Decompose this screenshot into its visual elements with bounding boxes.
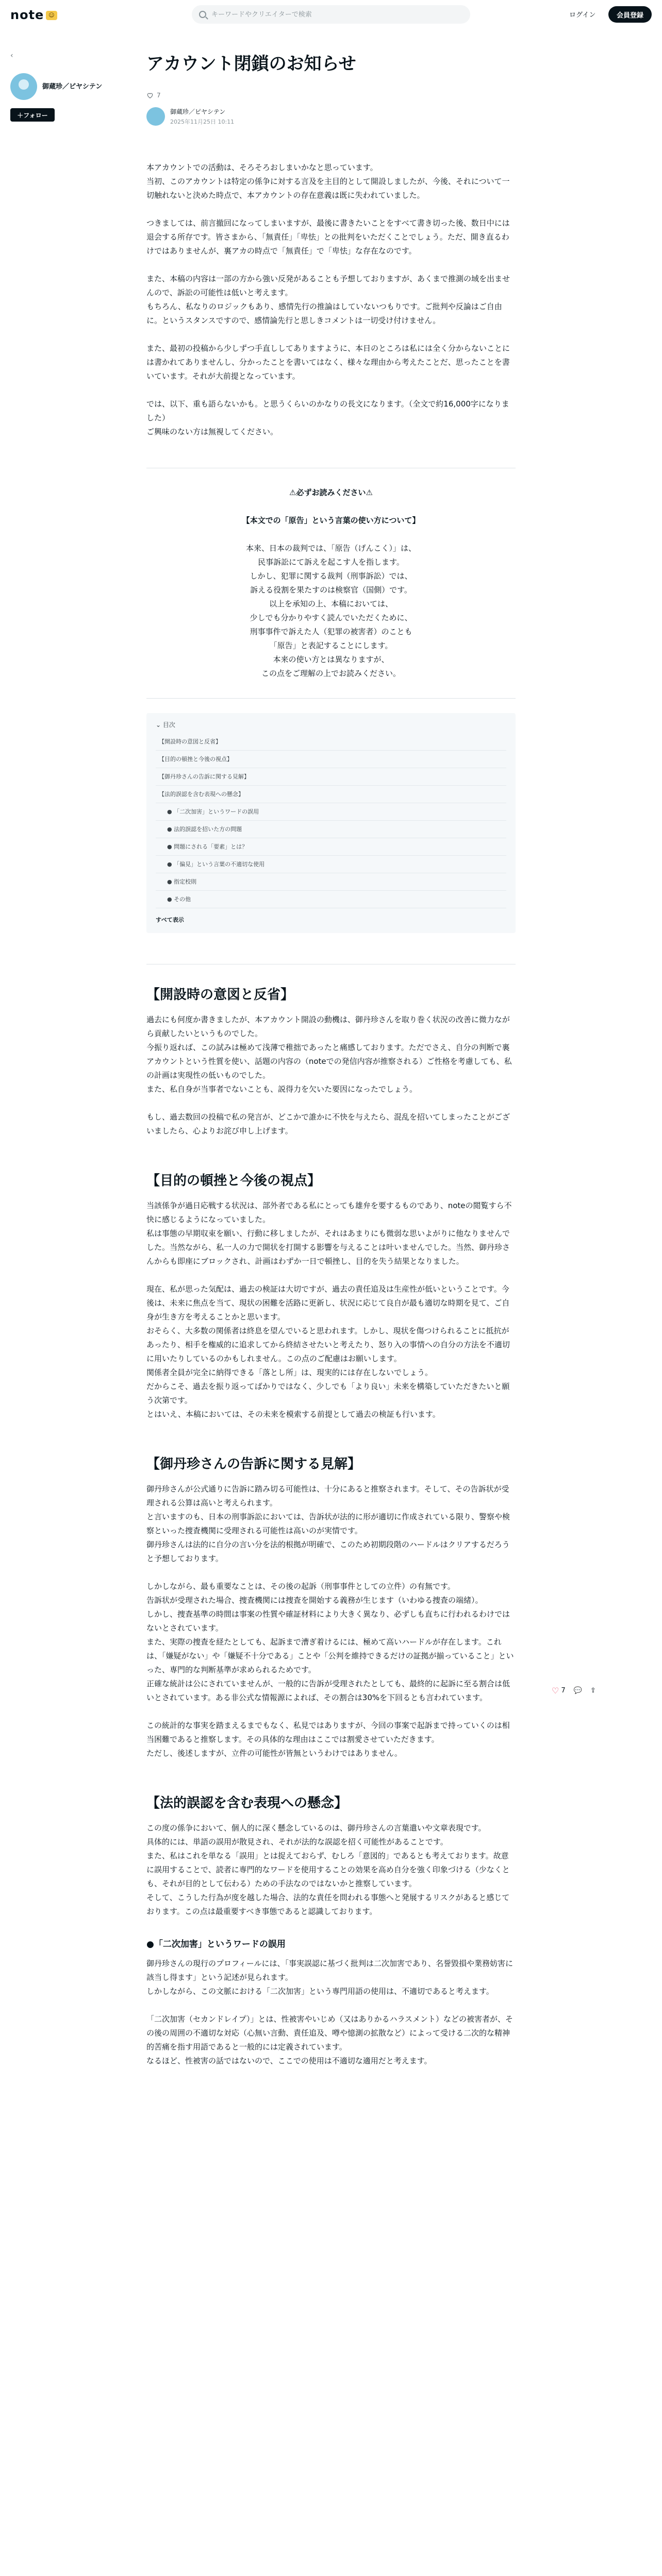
toc-head-label: 目次 bbox=[162, 721, 175, 728]
toc-head[interactable]: ⌄ 目次 bbox=[156, 721, 175, 728]
heart-icon: ♡ bbox=[552, 1686, 559, 1696]
paragraph: また、私自身が当事者でないことも、説得力を欠いた要因になったでしょう。 bbox=[146, 1084, 418, 1094]
paragraph: 当初、このアカウントは特定の係争に対する言及を主目的として開設しましたが、今後、それについて一切触れないと決めた時点で、本アカウントの存在意義は既に失われていました。 bbox=[146, 177, 510, 200]
logo-text: note bbox=[10, 8, 44, 22]
paragraph: この度の係争において、個人的に深く懸念しているのは、御丹珍さんの言葉遣いや文章表現です。 bbox=[146, 1823, 486, 1833]
section-heading: 【目的の頓挫と今後の視点】 bbox=[146, 1173, 321, 1189]
notice-body bbox=[146, 541, 516, 681]
avatar[interactable] bbox=[146, 107, 165, 126]
paragraph: おそらく、大多数の関係者は終息を望んでいると思われます。しかし、現状を傷つけられることに抵抗があったり、相手を権威的に追求してから終結させたいと考えたり、怒り入の事情への自分の方法を不適切に用いたりしているのかもしれません。この点のご配慮はお願いします。 bbox=[146, 1326, 510, 1363]
paragraph: 関係者全員が完全に納得できる「落とし所」は、現実的には存在しないでしょう。 bbox=[146, 1368, 433, 1377]
toc-item-label: 「二次加害」というワードの誤用 bbox=[174, 808, 259, 815]
toc-list bbox=[156, 733, 506, 908]
author-row bbox=[146, 107, 516, 126]
toc-item-label: 【目的の頓挫と今後の視点】 bbox=[159, 756, 233, 762]
paragraph: 「原告」と表記することにします。 bbox=[269, 641, 393, 650]
follow-button[interactable]: ＋ フォロー bbox=[10, 108, 55, 122]
article bbox=[146, 52, 516, 2068]
toc-item[interactable]: ● 問題にされる「要素」とは？ bbox=[156, 838, 506, 856]
paragraph: 私は事態の早期収束を願い、行動に移しましたが、それはあまりにも微弱な思いよがりに他なりませんでした。当然ながら、私一人の力で開状を打開する影響を与えることは叶いませんでした。当然、御丹珍さんからも即座にブロックされ、計画はわずか一日で頓挫し、目的を失う結果となりました。 bbox=[146, 1229, 510, 1266]
paragraph: しかしながら、この文脈における「二次加害」という専門用語の使用は、不適切であると考えます。 bbox=[146, 1987, 494, 1996]
paragraph: 「二次加害（セカンドレイプ）」とは、性被害やいじめ（又はありかるハラスメント）などの被害者が、その後の周囲の不適切な対応（心無い言動、責任追及、噂や憶測の拡散など）によって受ける二次的な精神的苦痛を指す用語であると一般的には定義されています。 bbox=[146, 2014, 514, 2052]
paragraph: この点をご理解の上でお読みください。 bbox=[261, 669, 401, 678]
search-icon bbox=[199, 11, 206, 18]
paragraph: だからこそ、過去を振り返ってばかりではなく、少しでも「より良い」未来を構築していただきたいと願う次第です。 bbox=[146, 1382, 510, 1405]
author-name[interactable]: 御蔵珍／ピヤシテン bbox=[170, 108, 226, 115]
paragraph: 本来の使い方とは異なりますが、 bbox=[273, 655, 389, 664]
paragraph: ご興味のない方は無視してください。 bbox=[146, 427, 278, 436]
section-heading: 【御丹珍さんの告訴に関する見解】 bbox=[146, 1456, 361, 1472]
toc-item[interactable]: ● 「偏見」という言葉の不適切な使用 bbox=[156, 856, 506, 873]
paragraph: また、私はこれを単なる「誤用」とは捉えておらず、むしろ「意図的」であるとも考えております。故意に誤用することで、読者に専門的なワードを使用することの効果を高め自分を強く印象づける（少なくとも、それが目的として伝わる）ための手法なのではないかと推察しています。 bbox=[146, 1851, 510, 1888]
paragraph: この統計的な事実を踏まえるまでもなく、私見ではありますが、今回の事案で起訴まで持っていくのは相当困難であると推察します。その具体的な理由はここでは割愛させていただきます。 bbox=[146, 1721, 510, 1744]
float-actions bbox=[552, 1686, 604, 1696]
paragraph: と言いますのも、日本の刑事訴訟においては、告訴状が法的に形が適切に作成されている限り、警察や検察といった捜査機関に受理される可能性は高いのが実情です。 bbox=[146, 1512, 510, 1535]
search-input[interactable] bbox=[211, 11, 459, 19]
toc-item[interactable] bbox=[156, 768, 506, 786]
toc-item-label: 【法的誤認を含む表現への懸念】 bbox=[159, 791, 244, 798]
paragraph: 当該係争が過日応戦する状況は、部外者である私にとっても雄弁を要するものであり、noteの閲覧すら不快に感じるようになっていました。 bbox=[146, 1201, 512, 1224]
back-chevron-icon[interactable]: ‹ bbox=[10, 52, 13, 60]
paragraph: そして、こうした行為が度を越した場合、法的な責任を問われる事態へと発展するリスクがあると感じております。この点は最重要すべき事態であると認識しております。 bbox=[146, 1893, 510, 1916]
search-box[interactable] bbox=[192, 5, 470, 24]
toc-item[interactable] bbox=[156, 733, 506, 751]
logo-badge-icon: ☺ bbox=[46, 11, 57, 20]
section-body bbox=[146, 1482, 516, 1760]
section-body bbox=[146, 1199, 516, 1421]
toc-item[interactable]: ● 法的誤認を招いた方の問題 bbox=[156, 821, 506, 838]
paragraph-gap bbox=[146, 1566, 516, 1580]
paragraph: 以上を承知の上、本稿においては、 bbox=[269, 599, 393, 608]
paragraph: しかしながら、最も重要なことは、その後の起訴（刑事事件としての立件）の有無です。 bbox=[146, 1582, 455, 1591]
section-heading: 【開設時の意図と反省】 bbox=[146, 987, 294, 1003]
paragraph-gap bbox=[146, 1268, 516, 1282]
paragraph: 現在、私が思った気配は、過去の検証は大切ですが、過去の責任追及は生産性が低いということです。今後は、未来に焦点を当て、現状の困難を活路に更新し、状況に応じて良自が最も適切な時期を見て、ご自身が生き方を考えることかと思います。 bbox=[146, 1284, 510, 1321]
header bbox=[0, 0, 662, 29]
paragraph: 具体的には、単語の誤用が散見され、それが法的な誤認を招く可能性があることです。 bbox=[146, 1837, 448, 1846]
comment-icon[interactable]: 💬 bbox=[573, 1687, 582, 1694]
post-date: 2025年11月25日 10:11 bbox=[170, 118, 235, 125]
like-row[interactable] bbox=[146, 92, 516, 99]
paragraph-gap bbox=[146, 1705, 516, 1719]
paragraph: 本アカウントでの活動は、そろそろおしまいかなと思っています。 bbox=[146, 163, 378, 172]
toc-item-label: 「偏見」という言葉の不適切な使用 bbox=[174, 861, 265, 868]
paragraph: 少しでも分かりやすく読んでいただくために、 bbox=[250, 613, 412, 622]
toc-item[interactable] bbox=[156, 751, 506, 768]
signup-button[interactable]: 会員登録 bbox=[608, 6, 652, 23]
paragraph: なるほど、性被害の話ではないので、ここでの使用は不適切な適用だと考えます。 bbox=[146, 2056, 432, 2065]
notice-title: ⚠必ずお読みください⚠ bbox=[289, 488, 373, 497]
table-of-contents bbox=[146, 713, 516, 933]
toc-item[interactable]: ● 「二次加害」というワードの誤用 bbox=[156, 803, 506, 821]
section-heading: 【法的誤認を含む表現への懸念】 bbox=[146, 1795, 348, 1811]
paragraph: 刑事事件で訴えた人（犯罪の被害者）のことも bbox=[250, 627, 412, 636]
toc-item-label: 【開設時の意図と反省】 bbox=[159, 738, 221, 745]
paragraph: また、実際の捜査を経たとしても、起訴まで漕ぎ着けるには、極めて高いハードルが存在します。これは、「嫌疑がない」や「嫌疑不十分である」ことや「公判を維持できるだけの証拠が揃っていること」といった、専門的な判断基準が求められるためです。 bbox=[146, 1637, 514, 1674]
paragraph: 訴える役割を果たすのは検察官（国側）です。 bbox=[250, 585, 412, 595]
paragraph: 正確な統計は公にされていませんが、一般的に告訴が受理されたとしても、最終的に起訴に至る割合は低いとされています。ある非公式な情報源によれば、その割合は30%を下回るとも言われています。 bbox=[146, 1679, 510, 1702]
paragraph-gap bbox=[146, 202, 516, 216]
paragraph: もちろん、私なりのロジックもあり、感情先行の推論はしていないつもりです。ご批判や反論はご自由に。というスタンスですので、感情論先行と思しきコメントは一切受け付けません。 bbox=[146, 302, 502, 325]
toc-item[interactable]: ● 指定校則 bbox=[156, 873, 506, 891]
paragraph: しかし、捜査基準の時間は事案の性質や確証材料により大きく異なり、必ずしも直ちに行われるわけではないとされています。 bbox=[146, 1609, 510, 1633]
toc-item[interactable]: ● その他 bbox=[156, 891, 506, 908]
paragraph: しかし、犯罪に関する裁判（刑事訴訟）では、 bbox=[250, 571, 412, 581]
paragraph: とはいえ、本稿においては、その未来を模索する前提として過去の検証も行います。 bbox=[146, 1410, 440, 1419]
paragraph: 御丹珍さんが公式通りに告訴に踏み切る可能性は、十分にあると推察されます。そして、その告訴状が受理される公算は高いと考えられます。 bbox=[146, 1484, 509, 1507]
intro-body bbox=[146, 161, 516, 439]
paragraph: また、最初の投稿から少しずつ手直ししてありますように、本日のところは私には全く分からないことには書かれてありませんし、分かったことを書いてはなく、様々な理由から考えたことだ、思ったことを書いています。それが大前提となっています。 bbox=[146, 344, 510, 381]
share-icon[interactable]: ⇪ bbox=[590, 1687, 596, 1694]
paragraph: また、本稿の内容は一部の方から強い反発があることも予想しておりますが、あくまで推測の域を出ませんので、訴訟の可能性は低いと考えます。 bbox=[146, 274, 510, 297]
paragraph-gap bbox=[146, 328, 516, 342]
page-title: アカウント閉鎖のお知らせ bbox=[146, 54, 356, 74]
paragraph: では、以下、重も語らないかも。と思うくらいのかなりの長文になります。（全文で約16,000字になりました） bbox=[146, 399, 509, 422]
toc-item-label: 指定校則 bbox=[174, 878, 197, 885]
paragraph: 過去にも何度か書きましたが、本アカウント開設の動機は、御丹珍さんを取り巻く状況の改善に微力ながら貢献したいというものでした。 bbox=[146, 1015, 510, 1038]
login-link[interactable]: ログイン bbox=[569, 11, 596, 19]
float-like-count: 7 bbox=[561, 1687, 566, 1694]
paragraph-gap bbox=[146, 383, 516, 397]
toc-item-label: 問題にされる「要素」とは？ bbox=[174, 843, 248, 850]
subsection-heading: ●「二次加害」というワードの誤用 bbox=[146, 1939, 286, 1950]
toc-item-label: 【御丹珍さんの告訴に関する見解】 bbox=[159, 773, 250, 780]
note-logo[interactable] bbox=[10, 8, 57, 22]
like-count: 7 bbox=[157, 92, 161, 99]
paragraph: 御丹珍さんの現行のプロフィールには、「事実誤認に基づく批判は二次加害であり、名誉毀損や業務妨害に該当し得ます」という記述が見られます。 bbox=[146, 1959, 514, 1982]
notice-subtitle: 【本文での「原告」という言葉の使い方について】 bbox=[242, 516, 420, 525]
toc-item-label: その他 bbox=[174, 896, 191, 903]
paragraph-gap bbox=[146, 1096, 516, 1110]
sidebar bbox=[10, 52, 119, 122]
float-like-button[interactable] bbox=[552, 1686, 566, 1696]
heart-icon[interactable] bbox=[146, 92, 154, 99]
toc-show-all-button[interactable]: すべて表示 bbox=[156, 917, 184, 923]
paragraph: 御丹珍さんは法的に自分の言い分を法的根拠が明確で、このため初期段階のハードルはクリアするだろうと予想しております。 bbox=[146, 1540, 510, 1563]
section-body bbox=[146, 1957, 516, 2068]
follow-label: フォロー bbox=[23, 111, 48, 119]
toc-item[interactable] bbox=[156, 786, 506, 803]
paragraph: 今振り返れば、この試みは極めて浅薄で稚拙であったと痛感しております。ただでさえ、自分の判断で裏アカウントという性質を使い、話題の内容の（noteでの発信内容が推察される）ご性格を考慮しても、私の計画は実現性の低いものでした。 bbox=[146, 1043, 512, 1080]
paragraph: 本来、日本の裁判では、「原告（げんこく）」は、 bbox=[245, 544, 416, 553]
paragraph: もし、過去数回の投稿で私の発言が、どこかで誰かに不快を与えたら、混乱を招いてしまったことがございましたら、心よりお詫び申し上げます。 bbox=[146, 1112, 510, 1136]
paragraph: ただし、後述しますが、立件の可能性が皆無というわけではありません。 bbox=[146, 1749, 402, 1758]
sidebar-author-name[interactable]: 御蔵珍／ピヤシテン bbox=[42, 82, 103, 91]
paragraph: 民事訴訟にて訴えを起こす人を指します。 bbox=[258, 557, 404, 567]
sidebar-author[interactable] bbox=[10, 73, 119, 100]
avatar[interactable] bbox=[10, 73, 37, 100]
toc-item-label: 法的誤認を招いた方の問題 bbox=[174, 826, 242, 833]
section-body bbox=[146, 1821, 516, 1919]
paragraph: つきましては、前言撤回になってしまいますが、最後に書きたいことをすべて書き切った後、数日中には退会する所存です。皆さまから、「無責任」「卑怯」との批判をいただくことでしょう。ただ、開き直るわけではありませんが、裏アカの時点で「無責任」で「卑怯」な存在なのです。 bbox=[146, 218, 510, 256]
paragraph-gap bbox=[146, 1998, 516, 2012]
section-body bbox=[146, 1013, 516, 1138]
paragraph: 告訴状が受理された場合、捜査機関には捜査を開始する義務が生じます（いわゆる捜査の端緒）。 bbox=[146, 1596, 483, 1605]
paragraph-gap bbox=[146, 258, 516, 272]
